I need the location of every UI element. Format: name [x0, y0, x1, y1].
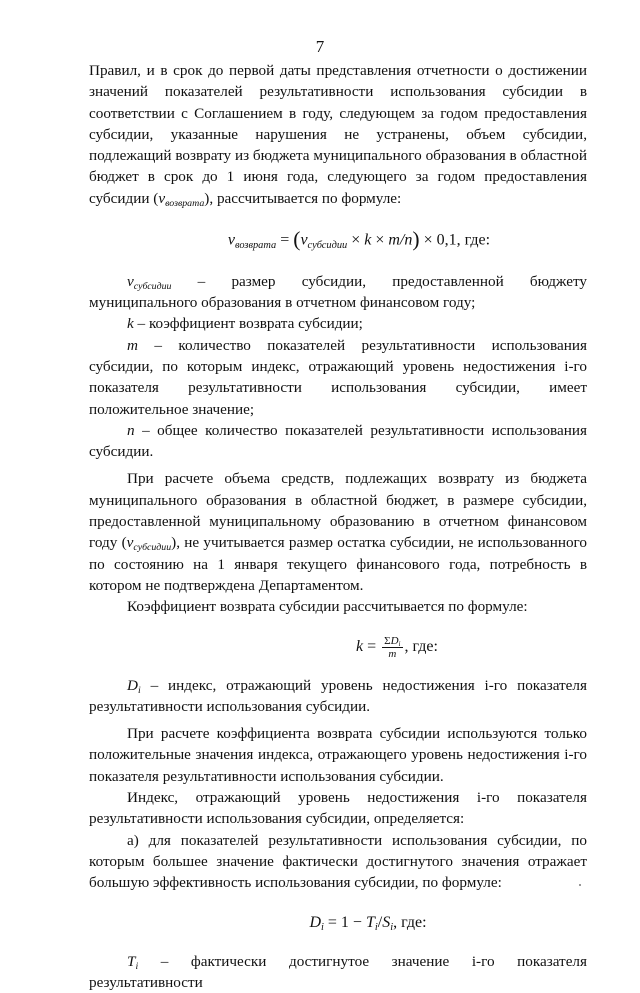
scan-speck — [579, 884, 581, 886]
definition-k: k – коэффициент возврата субсидии; — [127, 315, 363, 333]
formula-fraction: $\frac{\Sigma D_i}{m}$ — [384, 634, 401, 660]
paragraph-index-definition: Индекс, отражающий уровень недостижения i-го показателя результативности использования субсидии, определяется: — [89, 789, 587, 828]
formula-coefficient: k = $\frac{\Sigma D_i}{m}$ , где: — [356, 634, 438, 660]
definition-n: n – общее количество показателей результативности использования субсидии. — [89, 421, 587, 461]
paragraph-positive-values: При расчете коэффициента возврата субсидии используются только положительные значения индекса, отражающего уровень недостижения i-го показателя результативности использования субсидии. — [89, 725, 587, 785]
paragraph-case-a: а) для показателей результативности использования субсидии, по которым большее значение фактически достигнутого значения отражает большую эффективность использования субсидии, по формуле: — [89, 831, 587, 892]
page-number: 7 — [315, 37, 325, 56]
formula-return-volume: $v_{возврата} = (v_{субсидии} \times k \times m/n) \times 0,1$, где: — [227, 227, 491, 252]
paragraph-intro: Правил, и в срок до первой даты представления отчетности о достижении значений показателей результативности использования субсидии в соответствии с Соглашением в году, следующем за годом предоставления субсидии, указанные нарушения не устранены, объем субсидии, подлежащий возврату из бюджета муниципального образования в областной бюджет в срок до 1 июня года, следующего за годом предоставления субсидии $(v_{возврата})$, рассчитывается по формуле: — [89, 62, 587, 209]
definition-d: $D_i$ – индекс, отражающий уровень недостижения i-го показателя результативности использования субсидии. — [89, 676, 587, 715]
document-body — [89, 60, 587, 993]
definition-t: $T_i$ – фактически достигнутое значение i-го показателя результативности — [89, 952, 587, 991]
paragraph-balance: При расчете объема средств, подлежащих возврату из бюджета муниципального образования в областной бюджет, в размере субсидии, предоставленной муниципальному образованию в отчетном финансовом году $(v_{субсидии})$, не учитывается размер остатка субсидии, не использованного по состоянию на 1 января текущего финансового года, потребность в котором не подтверждена Департаментом. — [89, 470, 587, 594]
paragraph-coefficient-intro: Коэффициент возврата субсидии рассчитывается по формуле: — [127, 598, 528, 616]
definition-v-subsidy: $v_{субсидии}$ – размер субсидии, предоставленной бюджету муниципального образования в отчетном финансовом году; — [89, 272, 587, 312]
formula-index: $D_i = 1 - T_i/S_i$, где: — [309, 913, 427, 933]
definition-m: m – количество показателей результативности использования субсидии, по которым индекс, отражающий уровень недостижения i-го показателя результативности использования субсидии, имеет положительное значение; — [89, 336, 587, 418]
